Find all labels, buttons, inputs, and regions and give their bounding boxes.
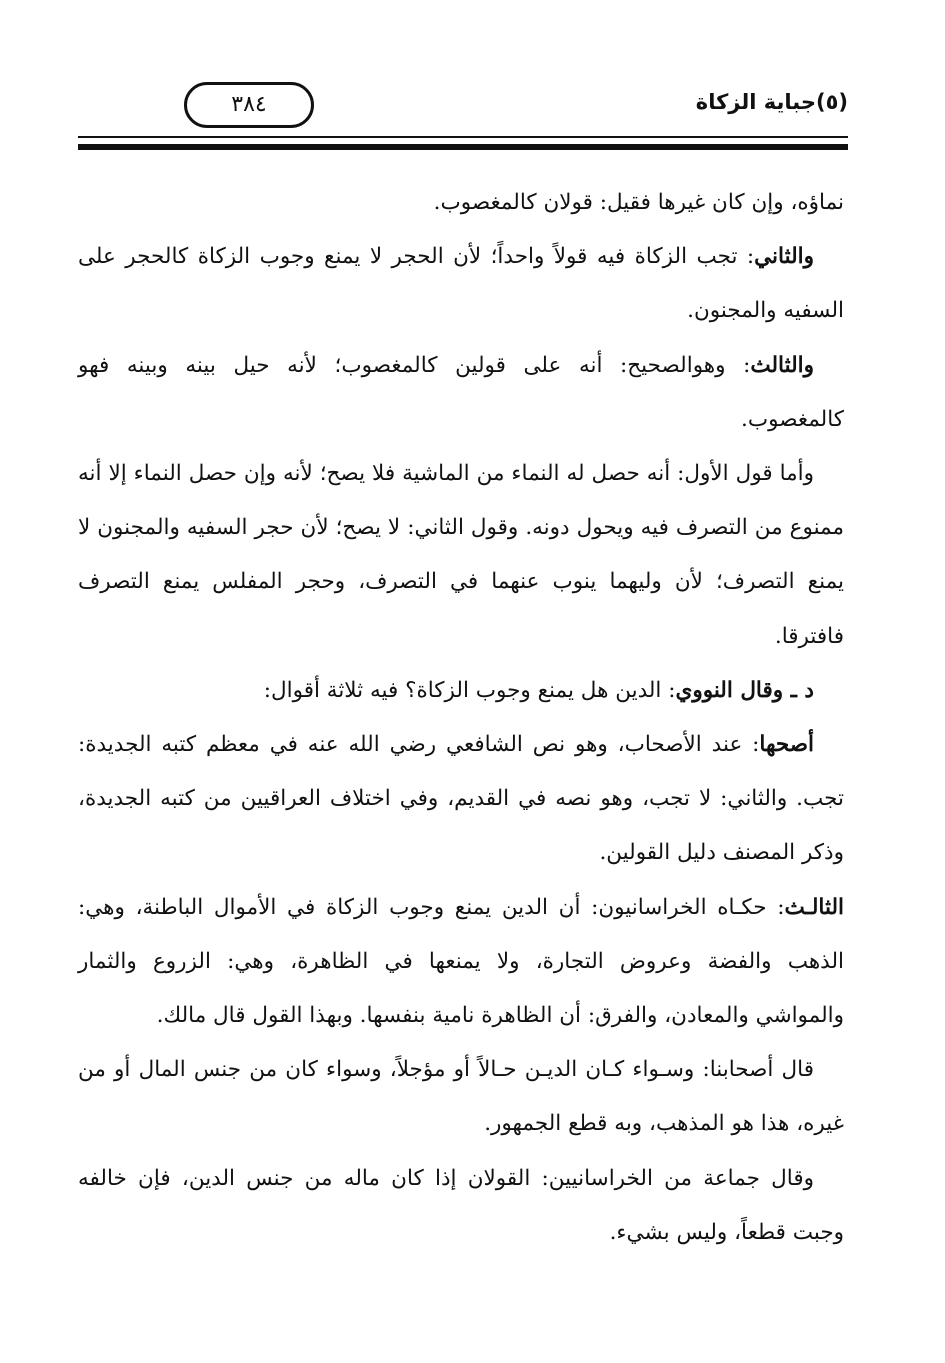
paragraph-text: قال أصحابنا: وسـواء كـان الديـن حـالاً أو مؤجلاً، وسواء كان من جنس المال أو من غيره، هذا هو المذهب، وبه قطع الجمهور.: [78, 1057, 844, 1137]
paragraph: [78, 447, 844, 664]
paragraph-text: وأما قول الأول: أنه حصل له النماء من الماشية فلا يصح؛ لأنه وإن حصل النماء إلا أنه ممنوع من التصرف فيه ويحول دونه. وقول الثاني: لا يصح؛ لأن حجر السفيه والمجنون لا يمنع التصرف؛ لأن وليهما ينوب عنهما في التصرف، وحجر المفلس يمنع التصرف فافترقا.: [78, 461, 844, 649]
page-number: ٣٨٤: [184, 82, 314, 128]
page-header: [78, 78, 848, 156]
paragraph: [78, 718, 844, 881]
paragraph-lead: والثالث: [750, 352, 814, 378]
paragraph: [78, 664, 844, 718]
header-rule-thin: [78, 136, 848, 138]
paragraph-lead: الثالـث: [784, 894, 844, 920]
paragraph-text: : وهوالصحيح: أنه على قولين كالمغصوب؛ لأنه حيل بينه وبينه فهو كالمغصوب.: [78, 352, 844, 432]
body-text: [78, 176, 844, 1260]
paragraph: [78, 1152, 844, 1260]
paragraph: [78, 881, 844, 1044]
paragraph-lead: د ـ وقال النووي: [675, 677, 814, 703]
paragraph-text: : الدين هل يمنع وجوب الزكاة؟ فيه ثلاثة أقوال:: [263, 677, 676, 703]
running-title: (٥)جباية الزكاة: [695, 90, 848, 114]
paragraph: [78, 230, 844, 338]
paragraph-text: وقال جماعة من الخراسانيين: القولان إذا كان ماله من جنس الدين، فإن خالفه وجبت قطعاً، وليس بشيء.: [78, 1165, 844, 1245]
paragraph-lead: والثاني: [754, 244, 814, 270]
paragraph: [78, 339, 844, 447]
paragraph-lead: أصحها: [759, 732, 814, 758]
header-rule: [78, 144, 848, 150]
paragraph: [78, 1043, 844, 1151]
paragraph-text: : عند الأصحاب، وهو نص الشافعي رضي الله عنه في معظم كتبه الجديدة: تجب. والثاني: لا تجب، وهو نصه في القديم، وفي اختلاف العراقيين من كتبه الجديدة، وذكر المصنف دليل القولين.: [78, 732, 844, 866]
paragraph-text: : تجب الزكاة فيه قولاً واحداً؛ لأن الحجر لا يمنع وجوب الزكاة كالحجر على السفيه والمجنون.: [78, 244, 844, 324]
paragraph-text: : حكـاه الخراسانيون: أن الدين يمنع وجوب الزكاة في الأموال الباطنة، وهي: الذهب والفضة وعروض التجارة، ولا يمنعها في الظاهرة، وهي: الزروع والثمار والمواشي والمعادن، والفرق: أن الظاهرة نامية بنفسها. وبهذا القول قال مالك.: [78, 894, 844, 1029]
paragraph-text: نماؤه، وإن كان غيرها فقيل: قولان كالمغصوب.: [433, 190, 844, 215]
paragraph: [78, 176, 844, 230]
